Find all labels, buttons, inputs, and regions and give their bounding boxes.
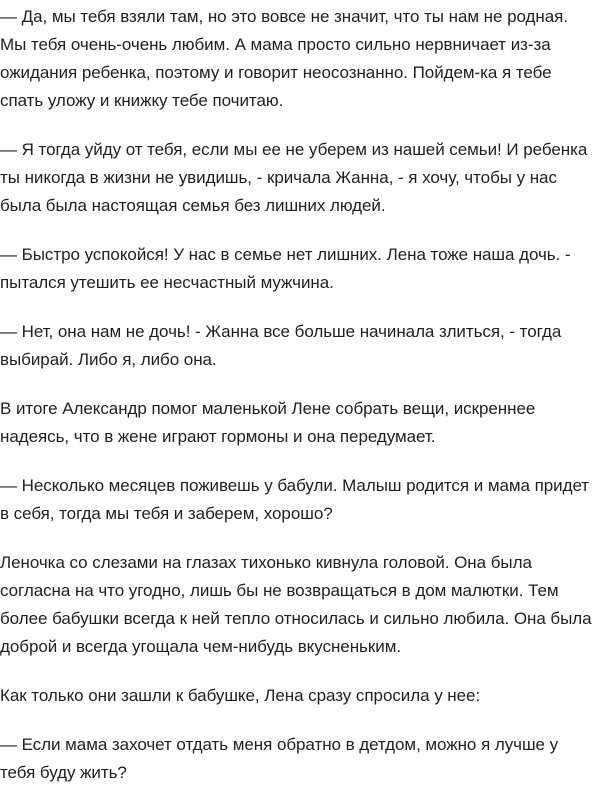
paragraph-4: — Нет, она нам не дочь! - Жанна все больше начинала злиться, - тогда выбирай. Либо я, либо она. — [0, 322, 562, 369]
paragraph-3: — Быстро успокойся! У нас в семье нет лишних. Лена тоже наша дочь. - пытался утешить ее несчастный мужчина. — [0, 245, 571, 292]
article-body — [0, 3, 600, 808]
paragraph-1: — Да, мы тебя взяли там, но это вовсе не значит, что ты нам не родная. Мы тебя очень-очень любим. А мама просто сильно нервничает из-за ожидания ребенка, поэтому и говорит неосознанно. Пойдем-ка я тебе спать уложу и книжку тебе почитаю. — [0, 7, 568, 110]
paragraph-7: Леночка со слезами на глазах тихонько кивнула головой. Она была согласна на что угодно, лишь бы не возвращаться в дом малютки. Тем более бабушки всегда к ней тепло относилась и сильно любила. Она была доброй и всегда угощала чем-нибудь вкусненьким. — [0, 553, 592, 656]
paragraph-9: — Если мама захочет отдать меня обратно в детдом, можно я лучше у тебя буду жить? — [0, 735, 559, 782]
paragraph-6: — Несколько месяцев поживешь у бабули. Малыш родится и мама придет в себя, тогда мы тебя и заберем, хорошо? — [0, 476, 590, 523]
paragraph-8: Как только они зашли к бабушке, Лена сразу спросила у нее: — [0, 686, 481, 705]
paragraph-5: В итоге Александр помог маленькой Лене собрать вещи, искреннее надеясь, что в жене играют гормоны и она передумает. — [0, 399, 536, 446]
paragraph-2: — Я тогда уйду от тебя, если мы ее не уберем из нашей семьи! И ребенка ты никогда в жизни не увидишь, - кричала Жанна, - я хочу, чтобы у нас была была настоящая семья без лишних людей. — [0, 140, 588, 215]
